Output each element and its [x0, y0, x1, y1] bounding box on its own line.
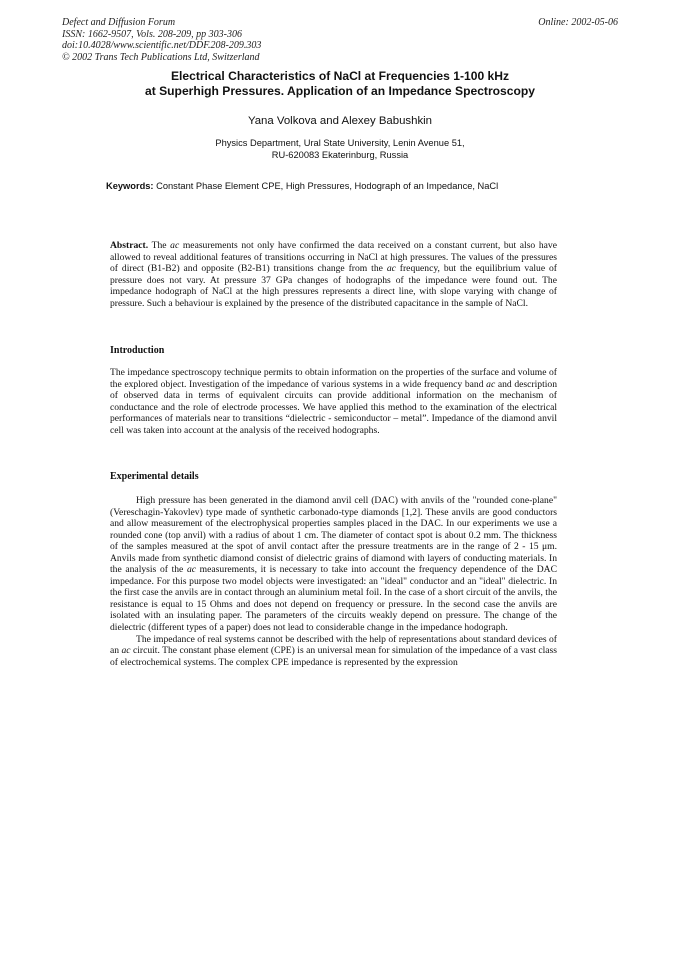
experimental-paragraph-1: High pressure has been generated in the diamond anvil cell (DAC) with anvils of the "rounded cone-plane" (Vereschagin-Yakovlev) type made of synthetic carbonado-type diamonds [1,2]. These anvils are good conductors and allow measurement of the electrophysical properties samples placed in the DAC. In our experiments we use a rounded cone (top anvil) with a radius of about 1 cm. The diameter of contact spot is about 0.2 mm. The thickness of the samples measured at the spot of anvil contact after the pressure treatments are in the range of 2 - 15 μm. Anvils made from synthetic diamond consist of dielectric grains of diamond with layers of conducting materials. In the analysis of the ac measurements, it is necessary to take into account the frequency dependence of the DAC impedance. For this purpose two model objects were investigated: an "ideal" conductor and an "ideal" dielectric. In the first case the anvils are in contact through an aluminium metal foil. In the case of a short circuit of the anvils, the resistance is equal to 15 Ohms and does not depend on frequency or pressure. In the second case the anvils are isolated with an insulating paper. The parameters of the circuits weakly depend on pressure. The change of the dielectric (different types of a paper) does not lead to considerable change in the impedance hodograph.: [110, 495, 558, 634]
experimental-paragraph-2: The impedance of real systems cannot be described with the help of representations about standard devices of an ac circuit. The constant phase element (CPE) is an universal mean for simulation of the impedance of a vast class of electrochemical systems. The complex CPE impedance is represented by the expression: [110, 633, 557, 668]
keywords: [106, 181, 498, 191]
online-date: Online: 2002-05-06: [538, 17, 618, 28]
issn-line: ISSN: 1662-9507, Vols. 208-209, pp 303-306: [62, 28, 242, 40]
affiliation-line-2: RU-620083 Ekaterinburg, Russia: [271, 149, 409, 160]
authors: Yana Volkova and Alexey Babushkin: [247, 115, 433, 127]
experimental-text: [110, 495, 557, 668]
abstract: [110, 240, 557, 309]
abstract-text: The ac measurements not only have confirmed the data received on a constant current, but also have allowed to reveal additional features of transitions occurring in NaCl at high pressures. The values of the pressures of direct (B1-B2) and opposite (B2-B1) transitions change from the ac frequency, but the equilibrium value of pressure does not vary. At pressure 37 GPa changes of hodographs of the impedance were found out. The impedance hodograph of NaCl at the high pressures represents a direct line, with slope varying with change of pressure. Such a behaviour is explained by the presence of the distributed capacitance in the sample of NaCl.: [110, 240, 558, 309]
paper-title: [80, 69, 600, 99]
journal-name: Defect and Diffusion Forum: [62, 17, 176, 28]
title-line-2: at Superhigh Pressures. Application of an Impedance Spectroscopy: [144, 84, 535, 98]
keywords-label: Keywords:: [106, 181, 154, 191]
affiliation-line-1: Physics Department, Ural State University, Lenin Avenue 51,: [215, 138, 465, 148]
affiliation: [120, 138, 560, 161]
copyright-line: © 2002 Trans Tech Publications Ltd, Switzerland: [62, 51, 260, 63]
introduction-heading: Introduction: [110, 345, 165, 356]
keywords-text: Constant Phase Element CPE, High Pressures, Hodograph of an Impedance, NaCl: [153, 181, 499, 191]
journal-header: [62, 17, 261, 63]
doi-line[interactable]: doi:10.4028/www.scientific.net/DDF.208-209.303: [62, 40, 262, 51]
title-line-1: Electrical Characteristics of NaCl at Frequencies 1-100 kHz: [170, 69, 510, 83]
abstract-label: Abstract.: [110, 240, 149, 251]
introduction-text: [110, 367, 557, 436]
introduction-paragraph: The impedance spectroscopy technique permits to obtain information on the properties of the surface and volume of the explored object. Investigation of the impedance of various systems in a wide frequency band ac and description of observed data in terms of equivalent circuits can provide additional information on the mechanism of conductance and the role of electrode processes. We have applied this method to the examination of the electrical performances of materials near to transitions “dielectric - semiconductor – metal”. Impedance of the diamond anvil cell was taken into account at the analysis of the received hodographs.: [110, 367, 557, 436]
experimental-heading: Experimental details: [110, 471, 199, 482]
